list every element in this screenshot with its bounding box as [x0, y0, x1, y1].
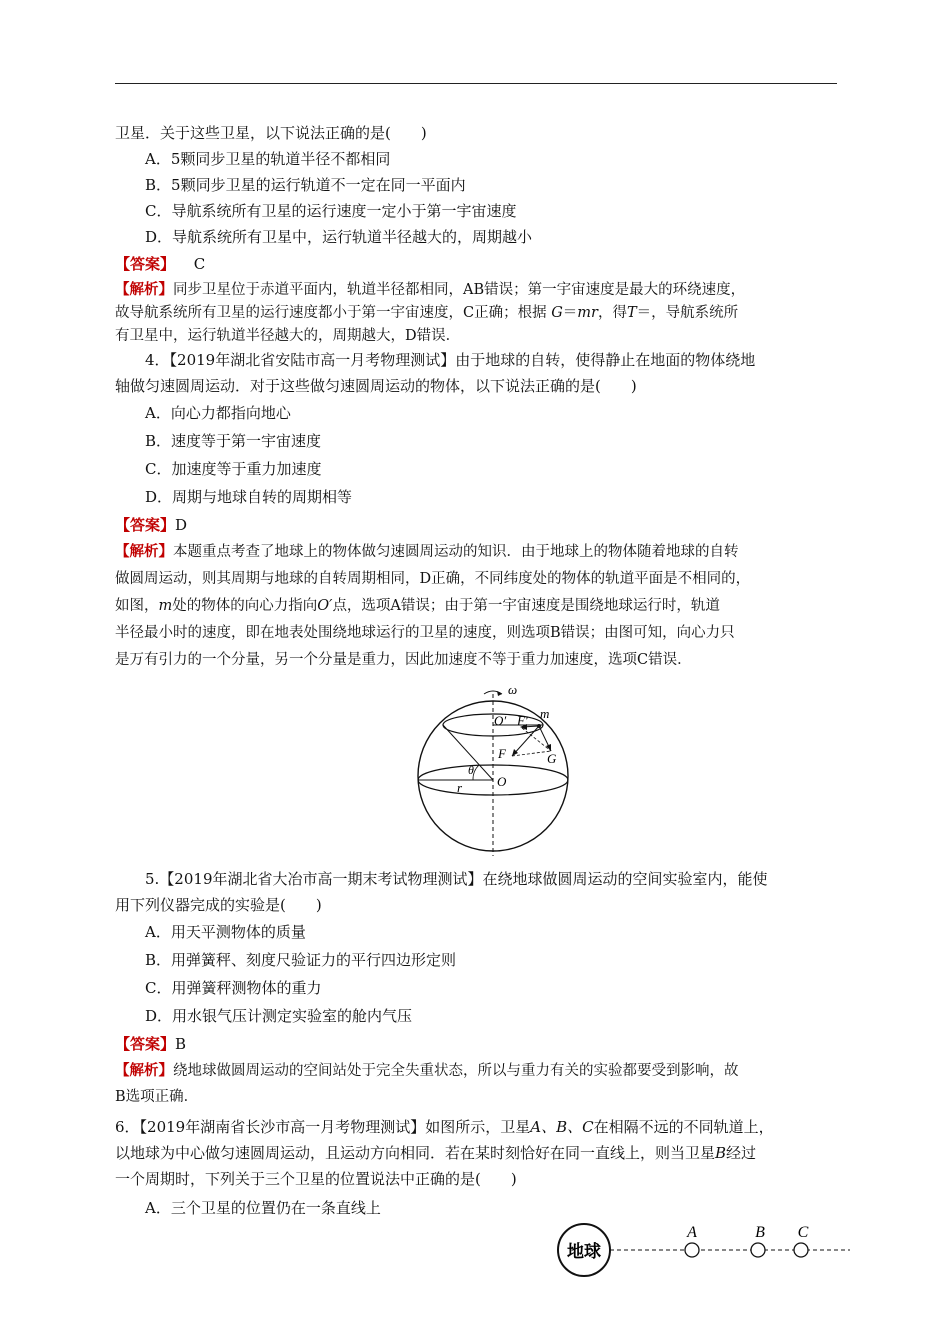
- label-c: C: [797, 1224, 809, 1241]
- q5-option-d: D．用水银气压计测定实验室的舱内气压: [145, 1007, 413, 1025]
- q4-option-d: D．周期与地球自转的周期相等: [145, 488, 353, 506]
- q4-option-c: C．加速度等于重力加速度: [145, 460, 322, 478]
- q6-option-a: A．三个卫星的位置仍在一条直线上: [145, 1199, 381, 1217]
- label-theta: θ: [468, 763, 474, 777]
- label-b: B: [755, 1224, 765, 1241]
- label-a: A: [687, 1224, 697, 1241]
- answer-tag: 【答案】: [115, 516, 176, 534]
- satellite-line-figure: [555, 1220, 855, 1280]
- q4-option-a: A．向心力都指向地心: [145, 404, 291, 422]
- q5-answer: [115, 1034, 186, 1054]
- q6-stem-line-2: 以地球为中心做匀速圆周运动，且运动方向相同．若在某时刻恰好在同一直线上，则当卫星B经过: [115, 1144, 757, 1162]
- q3-analysis-line-3: 有卫星中，运行轨道半径越大的，周期越大，D错误．: [115, 328, 461, 344]
- q5-option-c: C．用弹簧秤测物体的重力: [145, 979, 322, 997]
- q5-analysis-line-2: B选项正确．: [115, 1089, 199, 1105]
- q4-stem-line-2: 轴做匀速圆周运动．对于这些做匀速圆周运动的物体，以下说法正确的是( ): [115, 377, 637, 395]
- q4-analysis-line-4: 半径最小时的速度，即在地表处围绕地球运行的卫星的速度，则选项B错误；由图可知，向心力只: [115, 625, 735, 641]
- q3-analysis-line-2: 故导航系统所有卫星的运行速度都小于第一宇宙速度，C正确；根据 G＝mr，得T＝，导航系统所: [115, 305, 739, 321]
- label-o-prime: O′: [494, 713, 507, 728]
- satellite-a: [685, 1243, 699, 1257]
- q6-stem-line-1: 6．【2019年湖南省长沙市高一月考物理测试】如图所示，卫星A、B、C在相隔不远的不同轨道上，: [115, 1118, 774, 1136]
- q5-option-b: B．用弹簧秤、刻度尺验证力的平行四边形定则: [145, 951, 457, 969]
- label-o: O: [497, 774, 507, 789]
- q3-answer: [115, 254, 205, 274]
- q4-option-b: B．速度等于第一宇宙速度: [145, 432, 322, 450]
- analysis-tag: 【解析】: [115, 281, 173, 298]
- label-g: G: [547, 751, 557, 766]
- satellite-c: [794, 1243, 808, 1257]
- q3-analysis-line-1: 【解析】同步卫星位于赤道平面内，轨道半径都相同，AB错误；第一宇宙速度是最大的环绕速度，: [115, 281, 746, 298]
- satellite-b: [751, 1243, 765, 1257]
- q4-stem-line-1: 4．【2019年湖北省安陆市高一月考物理测试】由于地球的自转，使得静止在地面的物体绕地: [145, 351, 756, 369]
- earth-rotation-figure: [410, 680, 590, 860]
- mass-point: [537, 724, 541, 728]
- q3-option-b: B．5颗同步卫星的运行轨道不一定在同一平面内: [145, 176, 466, 194]
- q3-option-c: C．导航系统所有卫星的运行速度一定小于第一宇宙速度: [145, 202, 517, 220]
- label-m: m: [540, 706, 550, 721]
- q3-stem-tail: 卫星．关于这些卫星，以下说法正确的是( ): [115, 124, 427, 142]
- q5-option-a: A．用天平测物体的质量: [145, 923, 306, 941]
- q4-analysis-line-1: 【解析】本题重点考查了地球上的物体做匀速圆周运动的知识．由于地球上的物体随着地球的自转: [115, 543, 739, 560]
- analysis-tag: 【解析】: [115, 543, 173, 560]
- q3-option-d: D．导航系统所有卫星中，运行轨道半径越大的，周期越小: [145, 228, 533, 246]
- q5-stem-line-2: 用下列仪器完成的实验是( ): [115, 896, 322, 914]
- label-omega: ω: [508, 682, 518, 697]
- label-f-top: F′: [517, 713, 528, 728]
- answer-tag: 【答案】: [115, 1035, 176, 1053]
- q5-stem-line-1: 5.【2019年湖北省大冶市高一期末考试物理测试】在绕地球做圆周运动的空间实验室内，能使: [145, 870, 768, 888]
- answer-value: D: [175, 516, 188, 534]
- q6-stem-line-3: 一个周期时，下列关于三个卫星的位置说法中正确的是( ): [115, 1170, 517, 1188]
- q5-analysis-line-1: 【解析】绕地球做圆周运动的空间站处于完全失重状态，所以与重力有关的实验都要受到影响，故: [115, 1062, 739, 1079]
- label-r: r: [457, 780, 463, 795]
- q4-analysis-line-5: 是万有引力的一个分量，另一个分量是重力，因此加速度不等于重力加速度，选项C错误．: [115, 652, 692, 668]
- answer-tag: 【答案】: [115, 255, 176, 273]
- q4-analysis-line-3: 如图，m处的物体的向心力指向O′点，选项A错误；由于第一宇宙速度是围绕地球运行时，轨道: [115, 598, 720, 614]
- label-f: F: [498, 746, 506, 761]
- q4-analysis-line-2: 做圆周运动，则其周期与地球的自转周期相同，D正确，不同纬度处的物体的轨道平面是不相同的，: [115, 571, 751, 587]
- q4-answer: [115, 515, 187, 535]
- earth-label: 地球: [567, 1242, 601, 1261]
- analysis-tag: 【解析】: [115, 1062, 173, 1079]
- q3-option-a: A．5颗同步卫星的轨道半径不都相同: [145, 150, 391, 168]
- answer-value: C: [193, 255, 206, 273]
- answer-value: B: [175, 1035, 187, 1053]
- header-rule: [115, 83, 837, 84]
